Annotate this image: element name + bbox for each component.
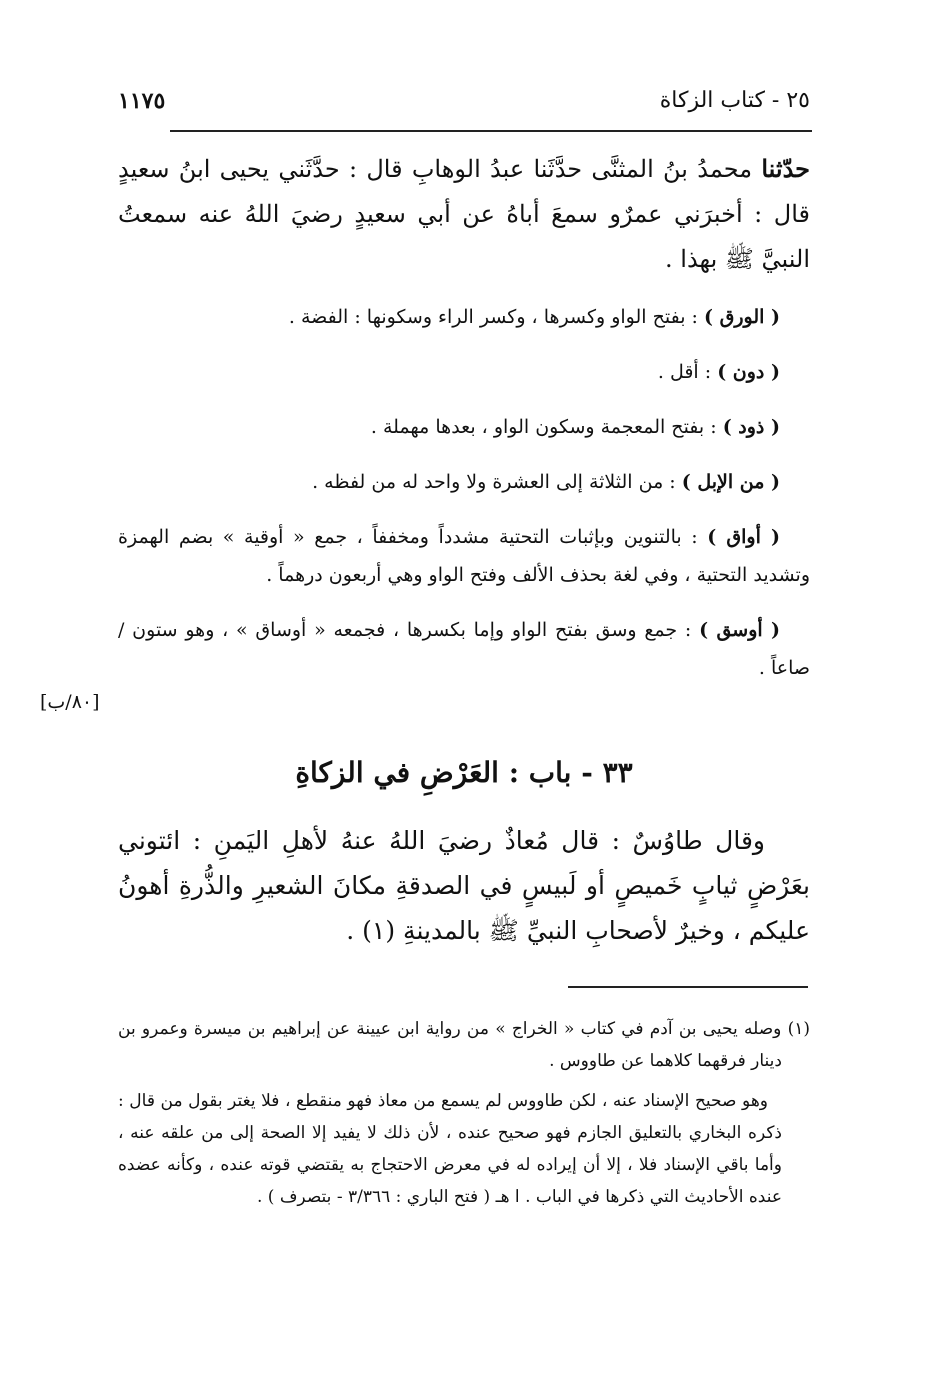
glossary-item [118,518,810,594]
hadith-lead: حدّثنا [761,154,810,183]
page-number: ١١٧٥ [118,88,166,114]
chapter-heading: ٣٣ - باب : العَرْضِ في الزكاةِ [295,756,633,789]
glossary-term: ( من الإبل ) [681,471,780,493]
folio-marker: [٨٠/ب] [40,691,100,713]
glossary-term: ( أوسق ) [699,619,780,641]
glossary-item [118,463,810,501]
glossary-item [118,298,810,336]
glossary-definition: : جمع وسق بفتح الواو وإما بكسرها ، فجمعه « أوساق » ، وهو ستون / صاعاً . [118,619,810,679]
glossary-definition: : بفتح المعجمة وسكون الواو ، بعدها مهملة . [370,416,723,438]
glossary-term: ( دون ) [717,361,780,383]
footnote-divider [568,986,808,988]
chapter-paragraph [118,818,810,953]
footnote [118,1085,810,1213]
glossary-definition: : بالتنوين وبإثبات التحتية مشدداً ومخففاً ، جمع « أوقية » بضم الهمزة وتشديد التحتية ، وفي لغة بحذف الألف وفتح الواو وهي أربعون درهماً . [118,526,810,586]
glossary-item [118,353,810,391]
glossary-term: ( الورق ) [703,306,780,328]
glossary-item [118,611,810,687]
header-divider [170,130,812,132]
glossary-item [118,408,810,446]
glossary [118,298,810,704]
footnotes [118,1013,810,1221]
page-header [118,88,810,122]
glossary-term: ( أواق ) [707,526,781,548]
glossary-definition: : من الثلاثة إلى العشرة ولا واحد له من لفظه . [312,471,682,493]
hadith-text: محمدُ بنُ المثنَّى حدَّثَنا عبدُ الوهابِ قال : حدَّثَني يحيى ابنُ سعيدٍ قال : أخبرَني عمرٌو سمعَ أباهُ عن أبي سعيدٍ رضيَ اللهُ عنه سمعتُ النبيَّ ﷺ بهذا . [118,155,810,273]
footnote [118,1013,810,1077]
hadith-paragraph [118,146,810,282]
chapter-text: وقال طاوُسٌ : قال مُعاذٌ رضيَ اللهُ عنهُ لأهلِ اليَمنِ : ائتوني بعَرْضٍ ثيابٍ خَميصٍ أو لَبيسٍ في الصدقةِ مكانَ الشعيرِ والذُّرةِ أهونُ عليكم ، وخيرٌ لأصحابِ النبيِّ ﷺ بالمدينةِ (١) . [118,826,810,945]
running-title: ٢٥ - كتاب الزكاة [659,88,810,113]
glossary-term: ( ذود ) [722,416,780,438]
footnote-marker: (١) [787,1019,810,1039]
footnote-text: وهو صحيح الإسناد عنه ، لكن طاووس لم يسمع من معاذ فهو منقطع ، فلا يغتر بقول من قال : ذكره البخاري بالتعليق الجازم فهو صحيح عنده ، لأن ذلك لا يفيد إلا الصحة إلى من علقه عنه ، وأما باقي الإسناد فلا ، إلا أن إيراده له في معرض الاحتجاج به يقتضي قوته عنده ، وكأنه عضده عنده الأحاديث التي ذكرها في الباب . ا هـ ( فتح الباري : ٣/٣٦٦ - بتصرف ) . [118,1091,782,1207]
footnote-text: وصله يحيى بن آدم في كتاب « الخراج » من رواية ابن عيينة عن إبراهيم بن ميسرة وعمرو بن دينار فرقهما كلاهما عن طاووس . [118,1019,788,1071]
glossary-definition: : أقل . [657,361,718,383]
glossary-definition: : بفتح الواو وكسرها ، وكسر الراء وسكونها : الفضة . [288,306,704,328]
